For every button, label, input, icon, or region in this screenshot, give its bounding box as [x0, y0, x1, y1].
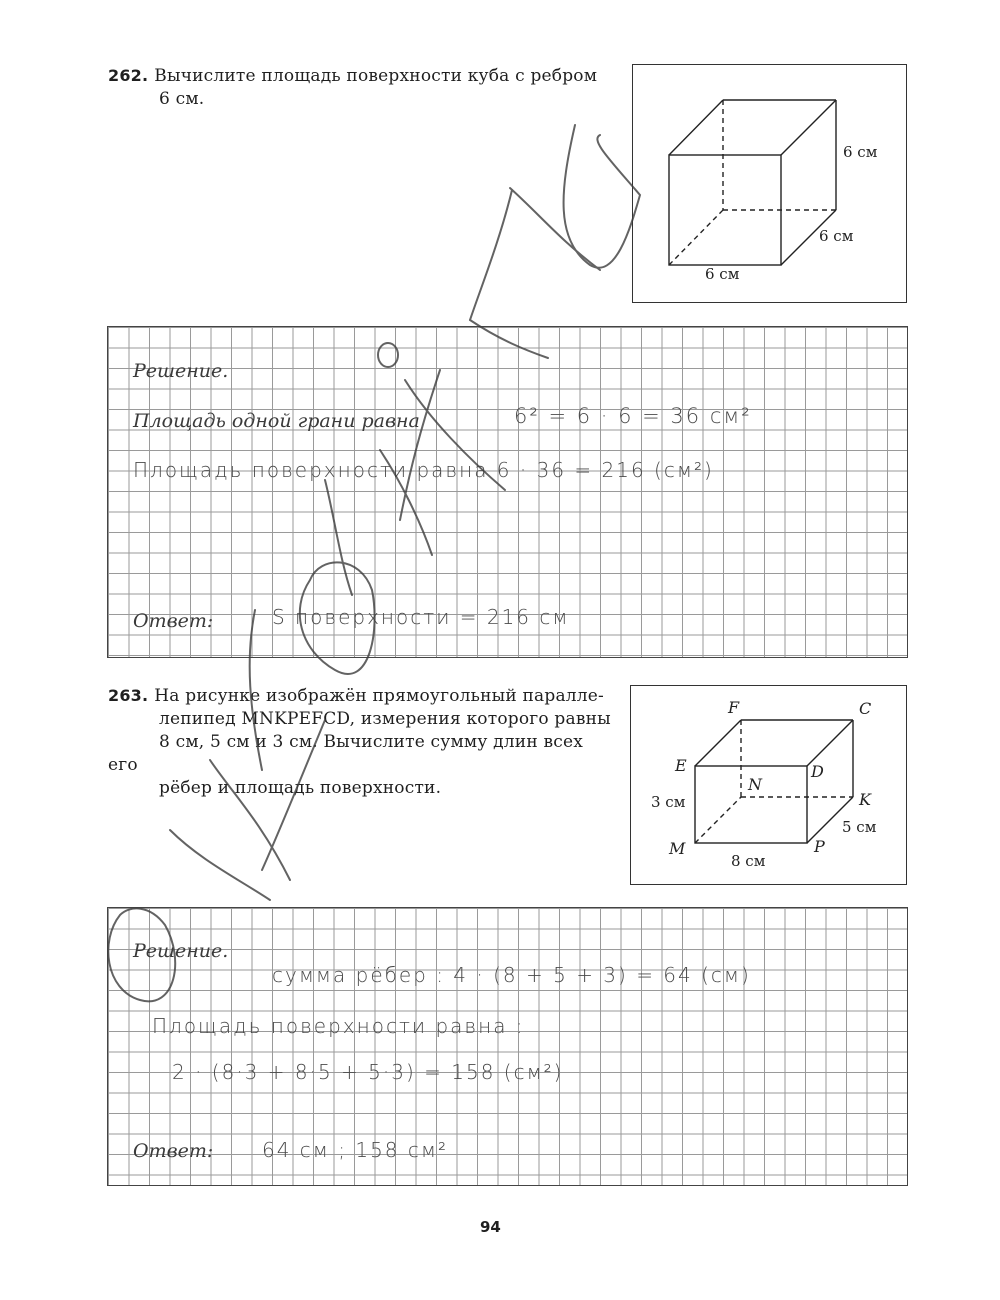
cube-edge-label-depth: 6 см [819, 227, 854, 245]
width-label: 8 см [731, 852, 766, 870]
vertex-label-m: M [669, 839, 686, 858]
cube-figure [632, 64, 907, 303]
cube-drawing [633, 65, 906, 302]
parallelepiped-drawing [631, 686, 906, 884]
handwritten-answer: S поверхности = 216 см [272, 605, 570, 629]
handwritten-line: Площадь поверхности равна 6 · 36 = 216 (см²) [133, 458, 714, 482]
cube-edge-label-right: 6 см [843, 143, 878, 161]
parallelepiped-figure [630, 685, 907, 885]
problem-262-text [108, 64, 618, 111]
vertex-label-c: C [859, 699, 872, 718]
problem-statement-line: 8 см, 5 см и 3 см. Вычислите сумму длин всех его [108, 732, 584, 775]
handwritten-line: Площадь поверхности равна : [152, 1014, 525, 1038]
vertex-label-k: K [859, 790, 871, 809]
vertex-label-f: F [728, 698, 740, 717]
problem-statement-line: лепипед MNKPEFCD, измерения которого равны [159, 709, 611, 729]
depth-label: 5 см [842, 818, 877, 836]
answer-label: Ответ: [133, 1140, 214, 1162]
problem-number: 263. [108, 686, 149, 705]
vertex-label-n: N [748, 775, 762, 794]
problem-statement-line: 6 см. [159, 89, 205, 109]
page-number: 94 [480, 1218, 501, 1236]
handwritten-line: 2 · (8·3 + 8·5 + 5·3) = 158 (см²) [172, 1060, 564, 1084]
problem-statement-line: рёбер и площадь поверхности. [159, 778, 442, 798]
vertex-label-p: P [814, 837, 825, 856]
solution-label: Решение. [133, 940, 229, 962]
answer-label: Ответ: [133, 610, 214, 632]
height-label: 3 см [651, 793, 686, 811]
problem-263-text [108, 684, 618, 800]
problem-statement-line: На рисунке изображён прямоугольный паралле- [154, 686, 605, 706]
problem-statement-line: Вычислите площадь поверхности куба с ребром [154, 66, 598, 86]
handwritten-line: сумма рёбер : 4 · (8 + 5 + 3) = 64 (см) [272, 963, 751, 987]
cube-edge-label-bottom: 6 см [705, 265, 740, 283]
line-label: Площадь одной грани равна [133, 410, 420, 432]
vertex-label-e: E [675, 756, 687, 775]
problem-number: 262. [108, 66, 149, 85]
handwritten-answer: 64 см ; 158 см² [262, 1138, 448, 1162]
solution-label: Решение. [133, 360, 229, 382]
handwritten-line: 6² = 6 · 6 = 36 см² [514, 404, 752, 428]
vertex-label-d: D [811, 762, 824, 781]
